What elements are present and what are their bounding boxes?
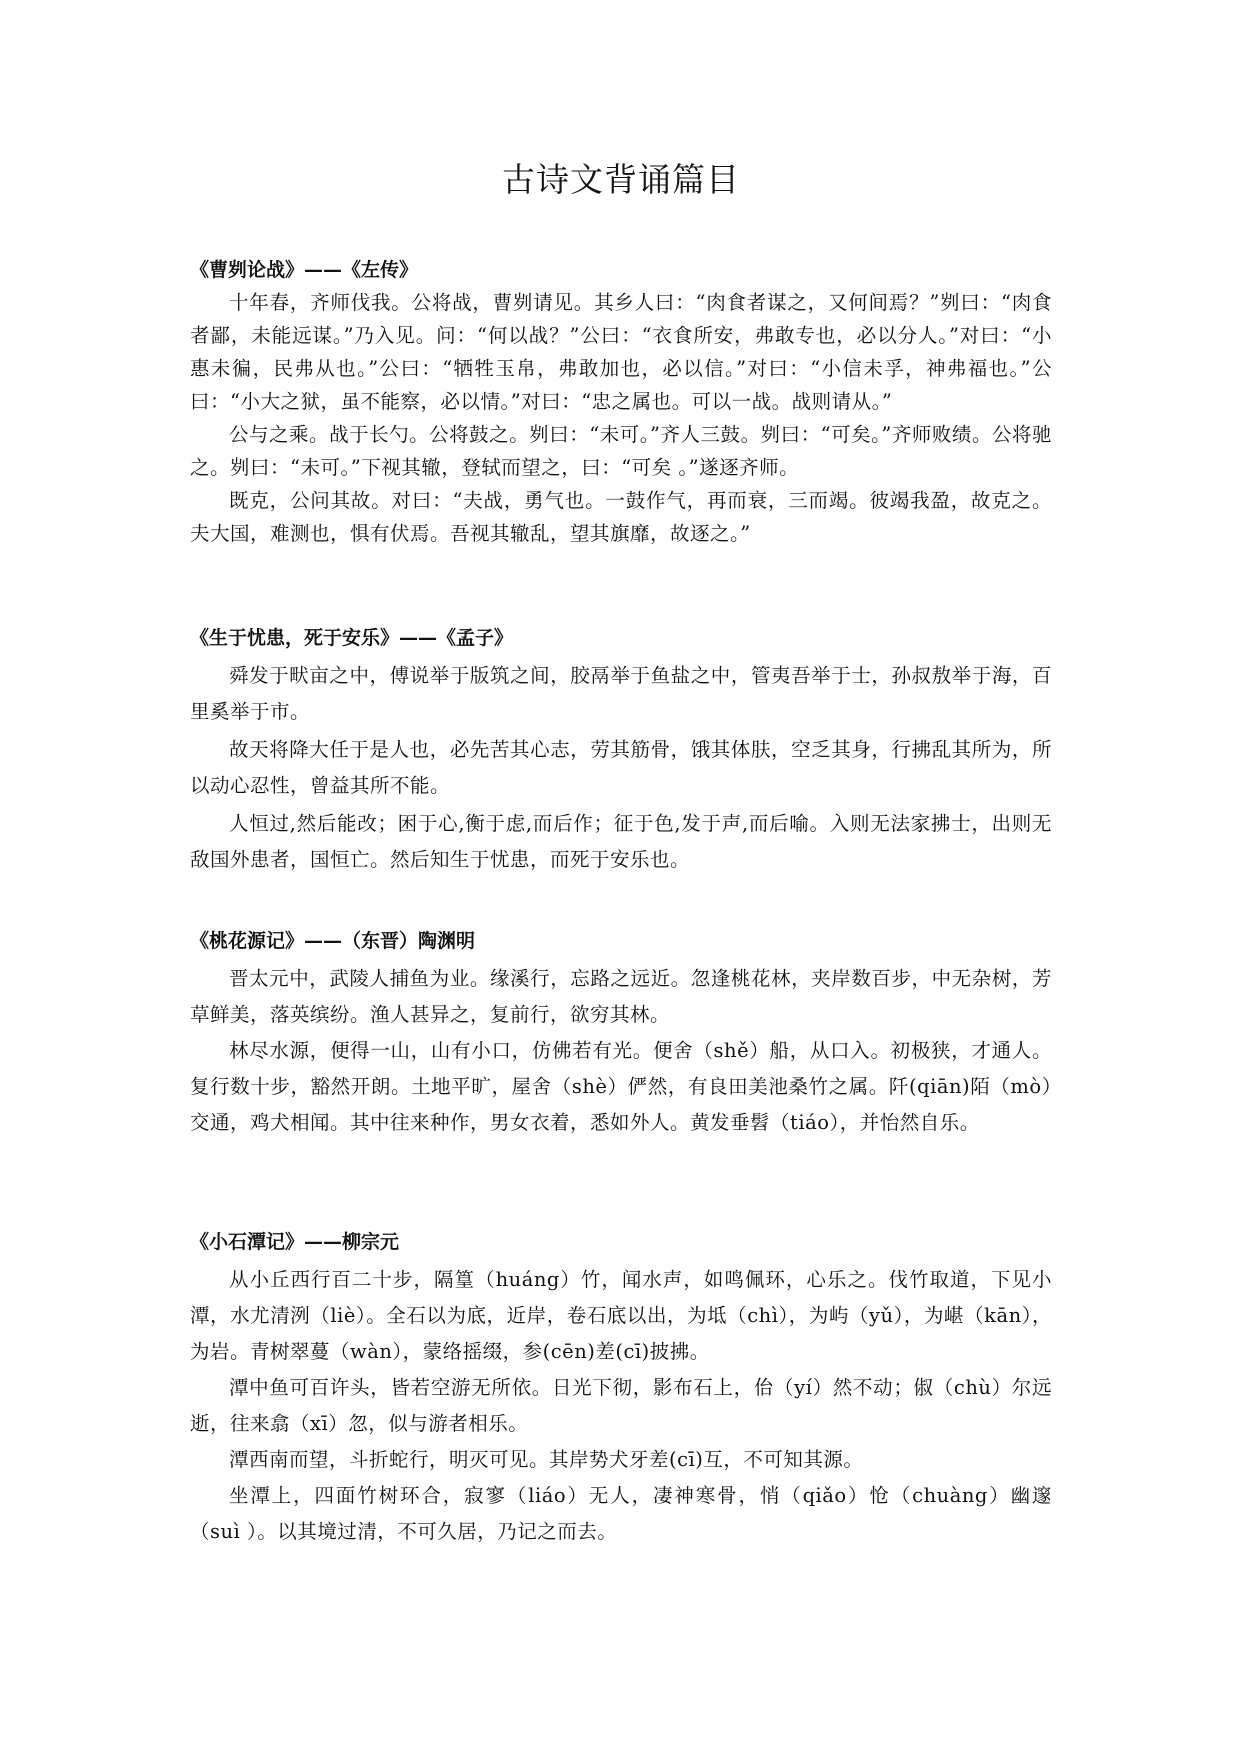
paragraph: 故天将降大任于是人也，必先苦其心志，劳其筋骨，饿其体肤，空乏其身，行拂乱其所为，所以动心忍性，曾益其所不能。: [190, 738, 1052, 797]
paragraph: 舜发于畎亩之中，傅说举于版筑之间，胶鬲举于鱼盐之中，管夷吾举于士，孙叔敖举于海，百里奚举于市。: [190, 664, 1052, 723]
paragraph: 潭西南而望，斗折蛇行，明灭可见。其岸势犬牙差(cī)互，不可知其源。: [229, 1448, 864, 1471]
paragraph: 人恒过,然后能改；困于心,衡于虑,而后作；征于色,发于声,而后喻。入则无法家拂士，出则无敌国外患者，国恒亡。然后知生于忧患，而死于安乐也。: [190, 812, 1052, 871]
paragraph: 既克，公问其故。对曰：“夫战，勇气也。一鼓作气，再而衰，三而竭。彼竭我盈，故克之。夫大国，难测也，惧有伏焉。吾视其辙乱，望其旗靡，故逐之。”: [190, 489, 1052, 545]
paragraph: 坐潭上，四面竹树环合，寂寥（liáo）无人，凄神寒骨，悄（qiǎo）怆（chuàng）幽邃（suì ）。以其境过清，不可久居，乃记之而去。: [190, 1484, 1052, 1543]
paragraph: 公与之乘。战于长勺。公将鼓之。刿曰：“未可。”齐人三鼓。刿曰：“可矣。”齐师败绩。公将驰之。刿曰：“未可。”下视其辙，登轼而望之，曰：“可矣 。”遂逐齐师。: [190, 423, 1052, 479]
section-tao-hua-yuan-ji: [190, 927, 1052, 1141]
paragraph: 晋太元中，武陵人捕鱼为业。缘溪行，忘路之远近。忽逢桃花林，夹岸数百步，中无杂树，芳草鲜美，落英缤纷。渔人甚异之，复前行，欲穷其林。: [190, 967, 1052, 1026]
section-heading: 《桃花源记》——（东晋）陶渊明: [190, 930, 476, 952]
section-heading: 《曹刿论战》——《左传》: [190, 259, 419, 281]
paragraph: 潭中鱼可百许头，皆若空游无所依。日光下彻，影布石上，佁（yí）然不动；俶（chù）尔远逝，往来翕（xī）忽，似与游者相乐。: [190, 1376, 1052, 1435]
section-heading: 《生于忧患，死于安乐》——《孟子》: [190, 627, 514, 649]
section-cao-gui-lun-zhan: [190, 256, 1052, 550]
section-heading: 《小石潭记》——柳宗元: [190, 1231, 400, 1253]
paragraph: 十年春，齐师伐我。公将战，曹刿请见。其乡人曰：“肉食者谋之，又何间焉？”刿曰：“肉食者鄙，未能远谋。”乃入见。问：“何以战？”公曰：“衣食所安，弗敢专也，必以分人。”对曰：“小惠未徧，民弗从也。”公曰：“牺牲玉帛，弗敢加也，必以信。”对曰：“小信未孚，神弗福也。”公曰：“小大之狱，虽不能察，必以情。”对曰：“忠之属也。可以一战。战则请从。”: [190, 291, 1052, 413]
paragraph: 林尽水源，便得一山，山有小口，仿佛若有光。便舍（shě）船，从口入。初极狭，才通人。复行数十步，豁然开朗。土地平旷，屋舍（shè）俨然，有良田美池桑竹之属。阡(qiān)陌（mò）交通，鸡犬相闻。其中往来种作，男女衣着，悉如外人。黄发垂髫（tiáo），并怡然自乐。: [190, 1039, 1052, 1134]
page-title: 古诗文背诵篇目: [502, 160, 740, 199]
paragraph: 从小丘西行百二十步，隔篁（huáng）竹，闻水声，如鸣佩环，心乐之。伐竹取道，下见小潭，水尤清洌（liè）。全石以为底，近岸，卷石底以出，为坻（chì），为屿（yǔ），为嵁（kān），为岩。青树翠蔓（wàn），蒙络摇缀，参(cēn)差(cī)披拂。: [190, 1268, 1052, 1363]
section-sheng-yu-you-huan: [190, 624, 1052, 880]
section-xiao-shi-tan-ji: [190, 1228, 1052, 1550]
